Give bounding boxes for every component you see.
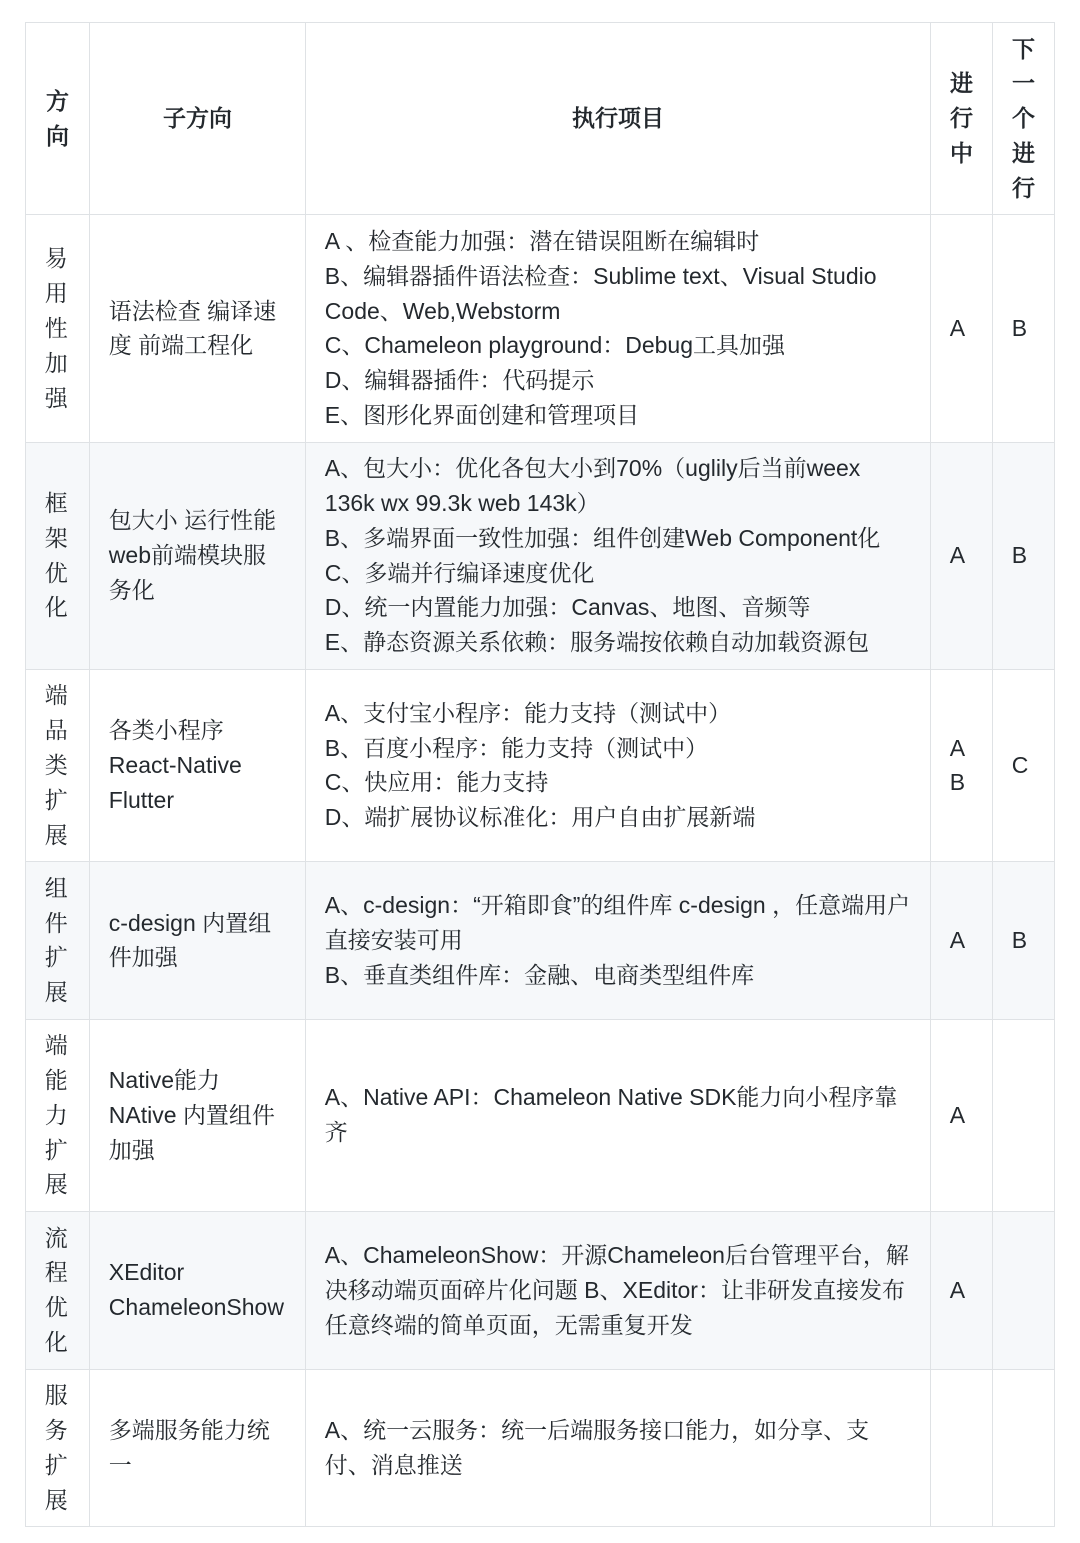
items-cell <box>306 1369 931 1527</box>
items-cell <box>306 215 931 442</box>
item-line: A、Native API：Chameleon Native SDK能力向小程序靠齐 <box>324 1084 898 1146</box>
sub-direction-cell: c-design 内置组件加强 <box>90 862 306 1020</box>
item-line: D、端扩展协议标准化：用户自由扩展新端 <box>324 804 756 831</box>
sub-direction-cell: Native能力 NAtive 内置组件加强 <box>90 1019 306 1211</box>
sub-direction-cell: 语法检查 编译速度 前端工程化 <box>90 215 306 442</box>
header-sub-direction: 子方向 <box>90 23 306 215</box>
table-row <box>26 215 1055 442</box>
item-line: C、多端并行编译速度优化 <box>324 559 595 586</box>
items-cell <box>306 1211 931 1369</box>
item-line: C、Chameleon playground：Debug工具加强 <box>324 332 786 359</box>
next-cell: B <box>993 862 1055 1020</box>
header-row <box>26 23 1055 215</box>
item-line: E、静态资源关系依赖：服务端按依赖自动加载资源包 <box>324 629 870 656</box>
items-cell <box>306 862 931 1020</box>
table-row <box>26 669 1055 861</box>
item-line: B、垂直类组件库：金融、电商类型组件库 <box>324 961 755 988</box>
header-direction: 方向 <box>26 23 90 215</box>
direction-cell: 易用性加强 <box>26 215 90 442</box>
table-row <box>26 1211 1055 1369</box>
direction-cell: 组件扩展 <box>26 862 90 1020</box>
roadmap-table <box>25 22 1055 1527</box>
header-next: 下一个进行 <box>993 23 1055 215</box>
sub-direction-cell: 包大小 运行性能 web前端模块服务化 <box>90 442 306 669</box>
next-cell: C <box>993 669 1055 861</box>
in-progress-cell: A B <box>931 669 993 861</box>
header-items: 执行项目 <box>306 23 931 215</box>
item-line: A、支付宝小程序：能力支持（测试中） <box>324 699 732 726</box>
items-cell <box>306 1019 931 1211</box>
item-line: B、编辑器插件语法检查：Sublime text、Visual Studio Code、Web,Webstorm <box>324 262 877 324</box>
item-line: A、ChameleonShow：开源Chameleon后台管理平台，解决移动端页面碎片化问题 B、XEditor：让非研发直接发布任意终端的简单页面，无需重复开发 <box>324 1242 909 1338</box>
item-line: D、编辑器插件：代码提示 <box>324 367 595 394</box>
direction-cell: 端品类扩展 <box>26 669 90 861</box>
table-row <box>26 862 1055 1020</box>
sub-direction-cell: 多端服务能力统一 <box>90 1369 306 1527</box>
table-row <box>26 1019 1055 1211</box>
table-row <box>26 1369 1055 1527</box>
direction-cell: 服务扩展 <box>26 1369 90 1527</box>
direction-cell: 流程优化 <box>26 1211 90 1369</box>
items-cell <box>306 669 931 861</box>
item-line: E、图形化界面创建和管理项目 <box>324 402 640 429</box>
in-progress-cell: A <box>931 1019 993 1211</box>
sub-direction-cell: 各类小程序 React-Native Flutter <box>90 669 306 861</box>
next-cell: B <box>993 215 1055 442</box>
item-line: B、百度小程序：能力支持（测试中） <box>324 734 709 761</box>
table-row <box>26 442 1055 669</box>
item-line: A、统一云服务：统一后端服务接口能力，如分享、支付、消息推送 <box>324 1417 870 1478</box>
next-cell <box>993 1019 1055 1211</box>
item-line: A、c-design：“开箱即食”的组件库 c-design ，任意端用户直接安装可用 <box>324 892 911 953</box>
in-progress-cell: A <box>931 862 993 1020</box>
in-progress-cell <box>931 1369 993 1527</box>
item-line: B、多端界面一致性加强：组件创建Web Component化 <box>324 524 881 551</box>
sub-direction-cell: XEditor ChameleonShow <box>90 1211 306 1369</box>
direction-cell: 框架优化 <box>26 442 90 669</box>
direction-cell: 端能力扩展 <box>26 1019 90 1211</box>
next-cell <box>993 1369 1055 1527</box>
next-cell: B <box>993 442 1055 669</box>
in-progress-cell: A <box>931 442 993 669</box>
in-progress-cell: A <box>931 1211 993 1369</box>
header-in-progress: 进行中 <box>931 23 993 215</box>
item-line: A 、检查能力加强：潜在错误阻断在编辑时 <box>324 228 760 255</box>
items-cell <box>306 442 931 669</box>
item-line: D、统一内置能力加强：Canvas、地图、音频等 <box>324 594 811 621</box>
item-line: A、包大小：优化各包大小到70%（uglily后当前weex 136k wx 99.3k web 143k） <box>324 455 861 516</box>
in-progress-cell: A <box>931 215 993 442</box>
item-line: C、快应用：能力支持 <box>324 769 549 796</box>
next-cell <box>993 1211 1055 1369</box>
